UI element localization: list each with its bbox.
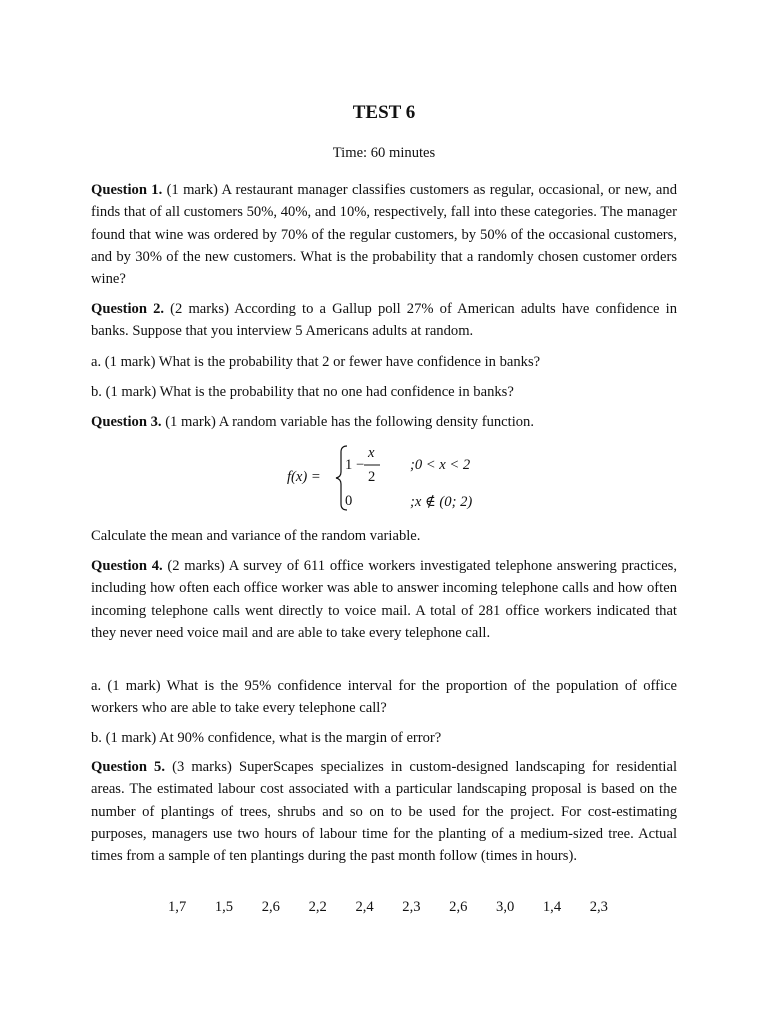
question-4b: b. (1 mark) At 90% confidence, what is the margin of error? xyxy=(91,730,442,746)
question-1-label: Question 1. xyxy=(91,182,163,198)
formula-case2-expr: 0 xyxy=(345,493,353,509)
sample-time: 2,2 xyxy=(308,899,327,915)
sample-time: 3,0 xyxy=(496,899,515,915)
question-3 xyxy=(91,411,677,433)
sample-time: 1,4 xyxy=(542,899,562,915)
formula-case1-one: 1 − xyxy=(345,457,365,473)
question-4a: a. (1 mark) What is the 95% confidence interval for the proportion of the population of office workers who are able to take every telephone call? xyxy=(91,678,677,717)
time-limit: Time: 60 minutes xyxy=(332,145,436,161)
question-1-text: (1 mark) A restaurant manager classifies customers as regular, occasional, or new, and finds that of all customers 50%, 40%, and 10%, respectively, fall into these categories. The manager found that wine was ordered by 70% of the regular customers, by 50% of the occasional customers, and by 30% of the new customers. What is the probability that a randomly chosen customer orders wine? xyxy=(91,182,677,288)
formula-case2-condition: ;x ∉ (0; 2) xyxy=(410,494,473,510)
sample-time: 2,3 xyxy=(589,899,608,915)
question-4 xyxy=(91,555,677,644)
question-2-label: Question 2. xyxy=(91,301,165,317)
page-title: TEST 6 xyxy=(352,102,416,123)
formula-case1-denominator: 2 xyxy=(368,469,376,485)
question-4-text: (2 marks) A survey of 611 office workers investigated telephone answering practices, including how often each office worker was able to answer incoming telephone calls and how often incoming telephone calls went directly to voice mail. A total of 281 office workers indicated that they never need voice mail and are able to take every telephone call. xyxy=(91,558,677,641)
question-4-label: Question 4. xyxy=(91,558,163,574)
formula-case1-condition: ;0 < x < 2 xyxy=(410,457,471,473)
sample-time: 2,6 xyxy=(261,899,280,915)
sample-time: 2,3 xyxy=(402,899,421,915)
sample-times-row xyxy=(168,899,608,916)
question-5 xyxy=(91,756,677,867)
question-5-label: Question 5. xyxy=(91,759,165,775)
formula-lhs: f(x) = xyxy=(287,469,321,485)
question-3-label: Question 3. xyxy=(91,414,162,430)
sample-time: 2,6 xyxy=(449,899,468,915)
question-3-followup: Calculate the mean and variance of the random variable. xyxy=(91,528,421,544)
question-2 xyxy=(91,298,677,343)
formula-case1-numerator: x xyxy=(368,445,375,461)
question-2b: b. (1 mark) What is the probability that no one had confidence in banks? xyxy=(91,384,514,400)
fraction-bar xyxy=(364,464,380,466)
question-1 xyxy=(91,179,677,290)
question-2-text: (2 marks) According to a Gallup poll 27% of American adults have confidence in banks. Suppose that you interview 5 Americans adults at random. xyxy=(91,301,677,340)
question-3-text: (1 mark) A random variable has the following density function. xyxy=(161,414,535,430)
question-2a: a. (1 mark) What is the probability that 2 or fewer have confidence in banks? xyxy=(91,354,541,370)
sample-time: 2,4 xyxy=(355,899,374,915)
sample-time: 1,7 xyxy=(168,899,187,915)
density-function-formula xyxy=(285,442,505,514)
sample-time: 1,5 xyxy=(214,899,234,915)
question-5-text: (3 marks) SuperScapes specializes in custom-designed landscaping for residential areas. The estimated labour cost associated with a particular landscaping proposal is based on the number of plantings of trees, shrubs and so on to be used for the project. For cost-estimating purposes, managers use two hours of labour time for the planting of a medium-sized tree. Actual times from a sample of ten plantings during the past month follow (times in hours). xyxy=(91,759,678,865)
